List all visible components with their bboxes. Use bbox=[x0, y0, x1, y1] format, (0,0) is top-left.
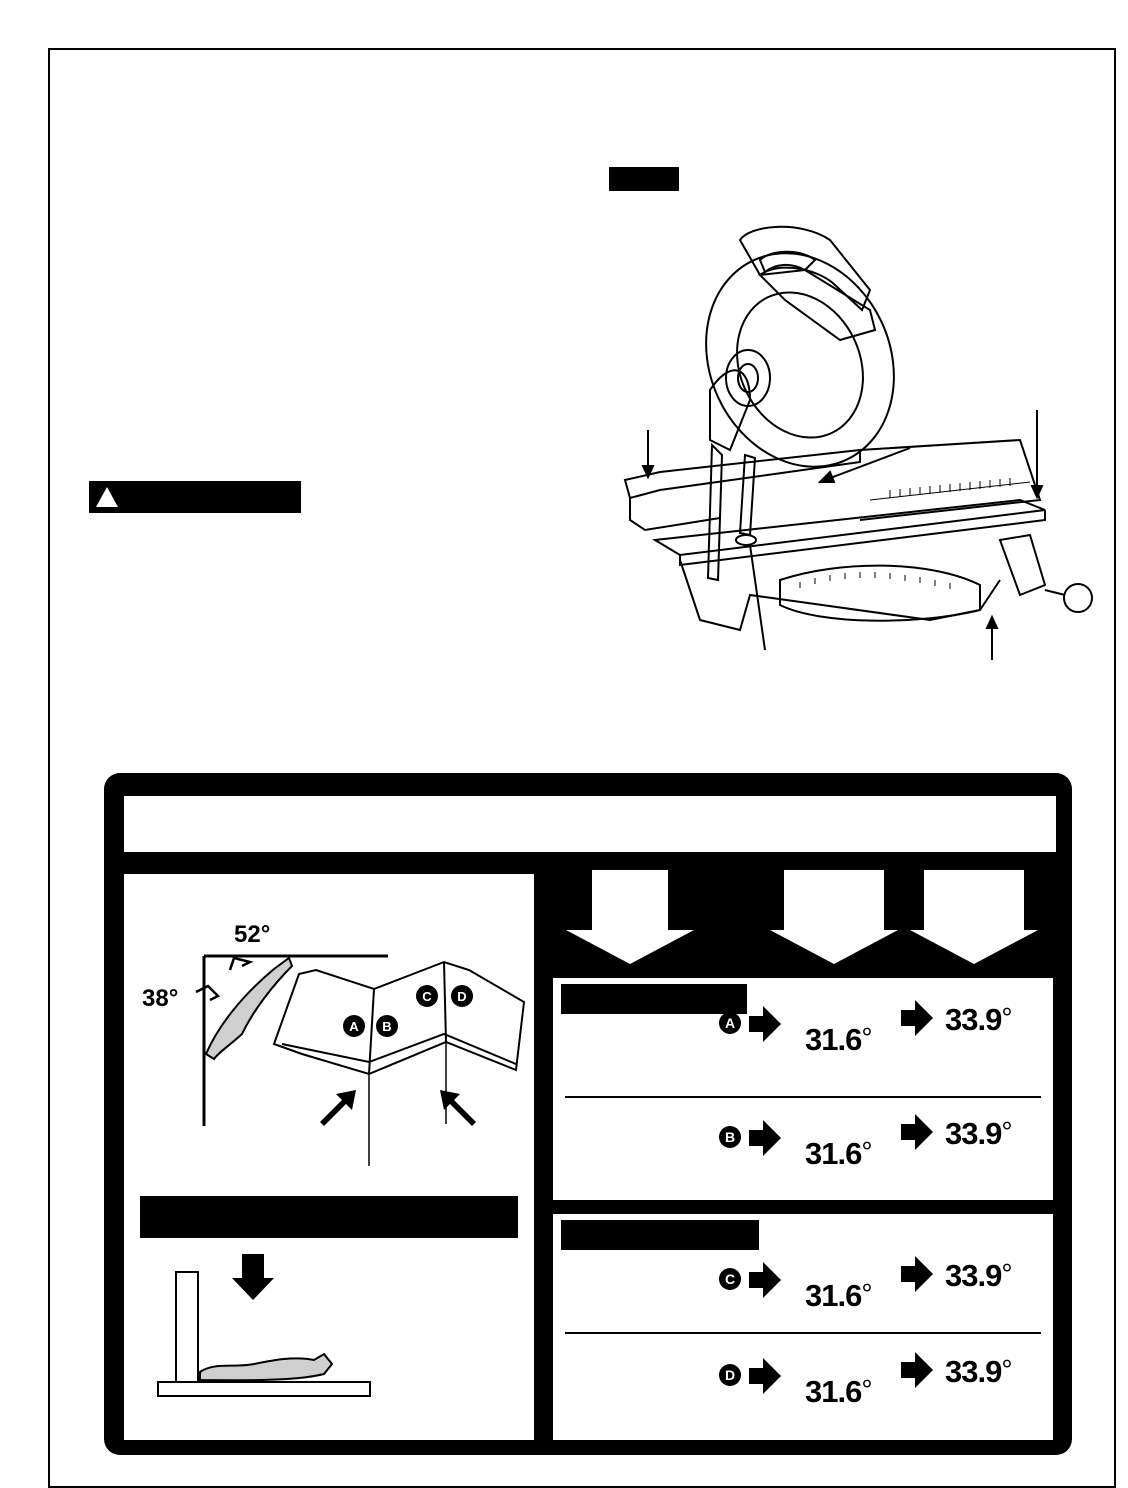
angle-label-52: 52° bbox=[234, 921, 271, 948]
miter-saw-illustration bbox=[600, 200, 1100, 670]
bevel-value: 33.9° bbox=[945, 1258, 1012, 1293]
figure-label-box bbox=[609, 167, 679, 191]
miter-value: 31.6° bbox=[805, 1022, 872, 1057]
outside-corner-section bbox=[553, 1214, 1053, 1440]
bevel-value: 33.9° bbox=[945, 1116, 1012, 1151]
flat-method-header-bar bbox=[140, 1196, 518, 1238]
arrow-right-icon bbox=[749, 1120, 781, 1156]
table-row bbox=[553, 1000, 1053, 1080]
warning-triangle-icon bbox=[95, 485, 119, 509]
column-arrow-3 bbox=[910, 870, 1038, 966]
chart-title-area bbox=[124, 796, 1056, 852]
position-label-c: C bbox=[422, 989, 432, 1004]
crown-diagram-panel bbox=[124, 874, 534, 1440]
bevel-value: 33.9° bbox=[945, 1354, 1012, 1389]
arrow-right-icon bbox=[901, 1256, 933, 1292]
miter-value: 31.6° bbox=[805, 1136, 872, 1171]
column-arrow-2 bbox=[770, 870, 898, 966]
row-letter: A bbox=[719, 1012, 741, 1034]
arrow-right-icon bbox=[901, 1352, 933, 1388]
warning-header-bar bbox=[89, 481, 301, 513]
position-label-d: D bbox=[457, 989, 467, 1004]
section-header-bar bbox=[561, 1220, 759, 1250]
arrow-right-icon bbox=[901, 1000, 933, 1036]
row-divider bbox=[565, 1096, 1041, 1098]
row-letter: B bbox=[719, 1126, 741, 1148]
position-label-a: A bbox=[349, 1019, 359, 1034]
table-row bbox=[553, 1114, 1053, 1194]
column-arrow-1 bbox=[566, 870, 694, 966]
arrow-right-icon bbox=[749, 1358, 781, 1394]
table-row bbox=[553, 1256, 1053, 1336]
bevel-value: 33.9° bbox=[945, 1002, 1012, 1037]
arrow-right-icon bbox=[749, 1006, 781, 1042]
table-row bbox=[553, 1352, 1053, 1432]
angle-label-38: 38° bbox=[142, 985, 179, 1012]
row-letter: D bbox=[719, 1364, 741, 1386]
row-divider bbox=[565, 1332, 1041, 1334]
miter-value: 31.6° bbox=[805, 1374, 872, 1409]
row-letter: C bbox=[719, 1268, 741, 1290]
miter-value: 31.6° bbox=[805, 1278, 872, 1313]
arrow-right-icon bbox=[901, 1114, 933, 1150]
inside-corner-section bbox=[553, 978, 1053, 1200]
position-label-b: B bbox=[382, 1019, 392, 1034]
arrow-right-icon bbox=[749, 1262, 781, 1298]
